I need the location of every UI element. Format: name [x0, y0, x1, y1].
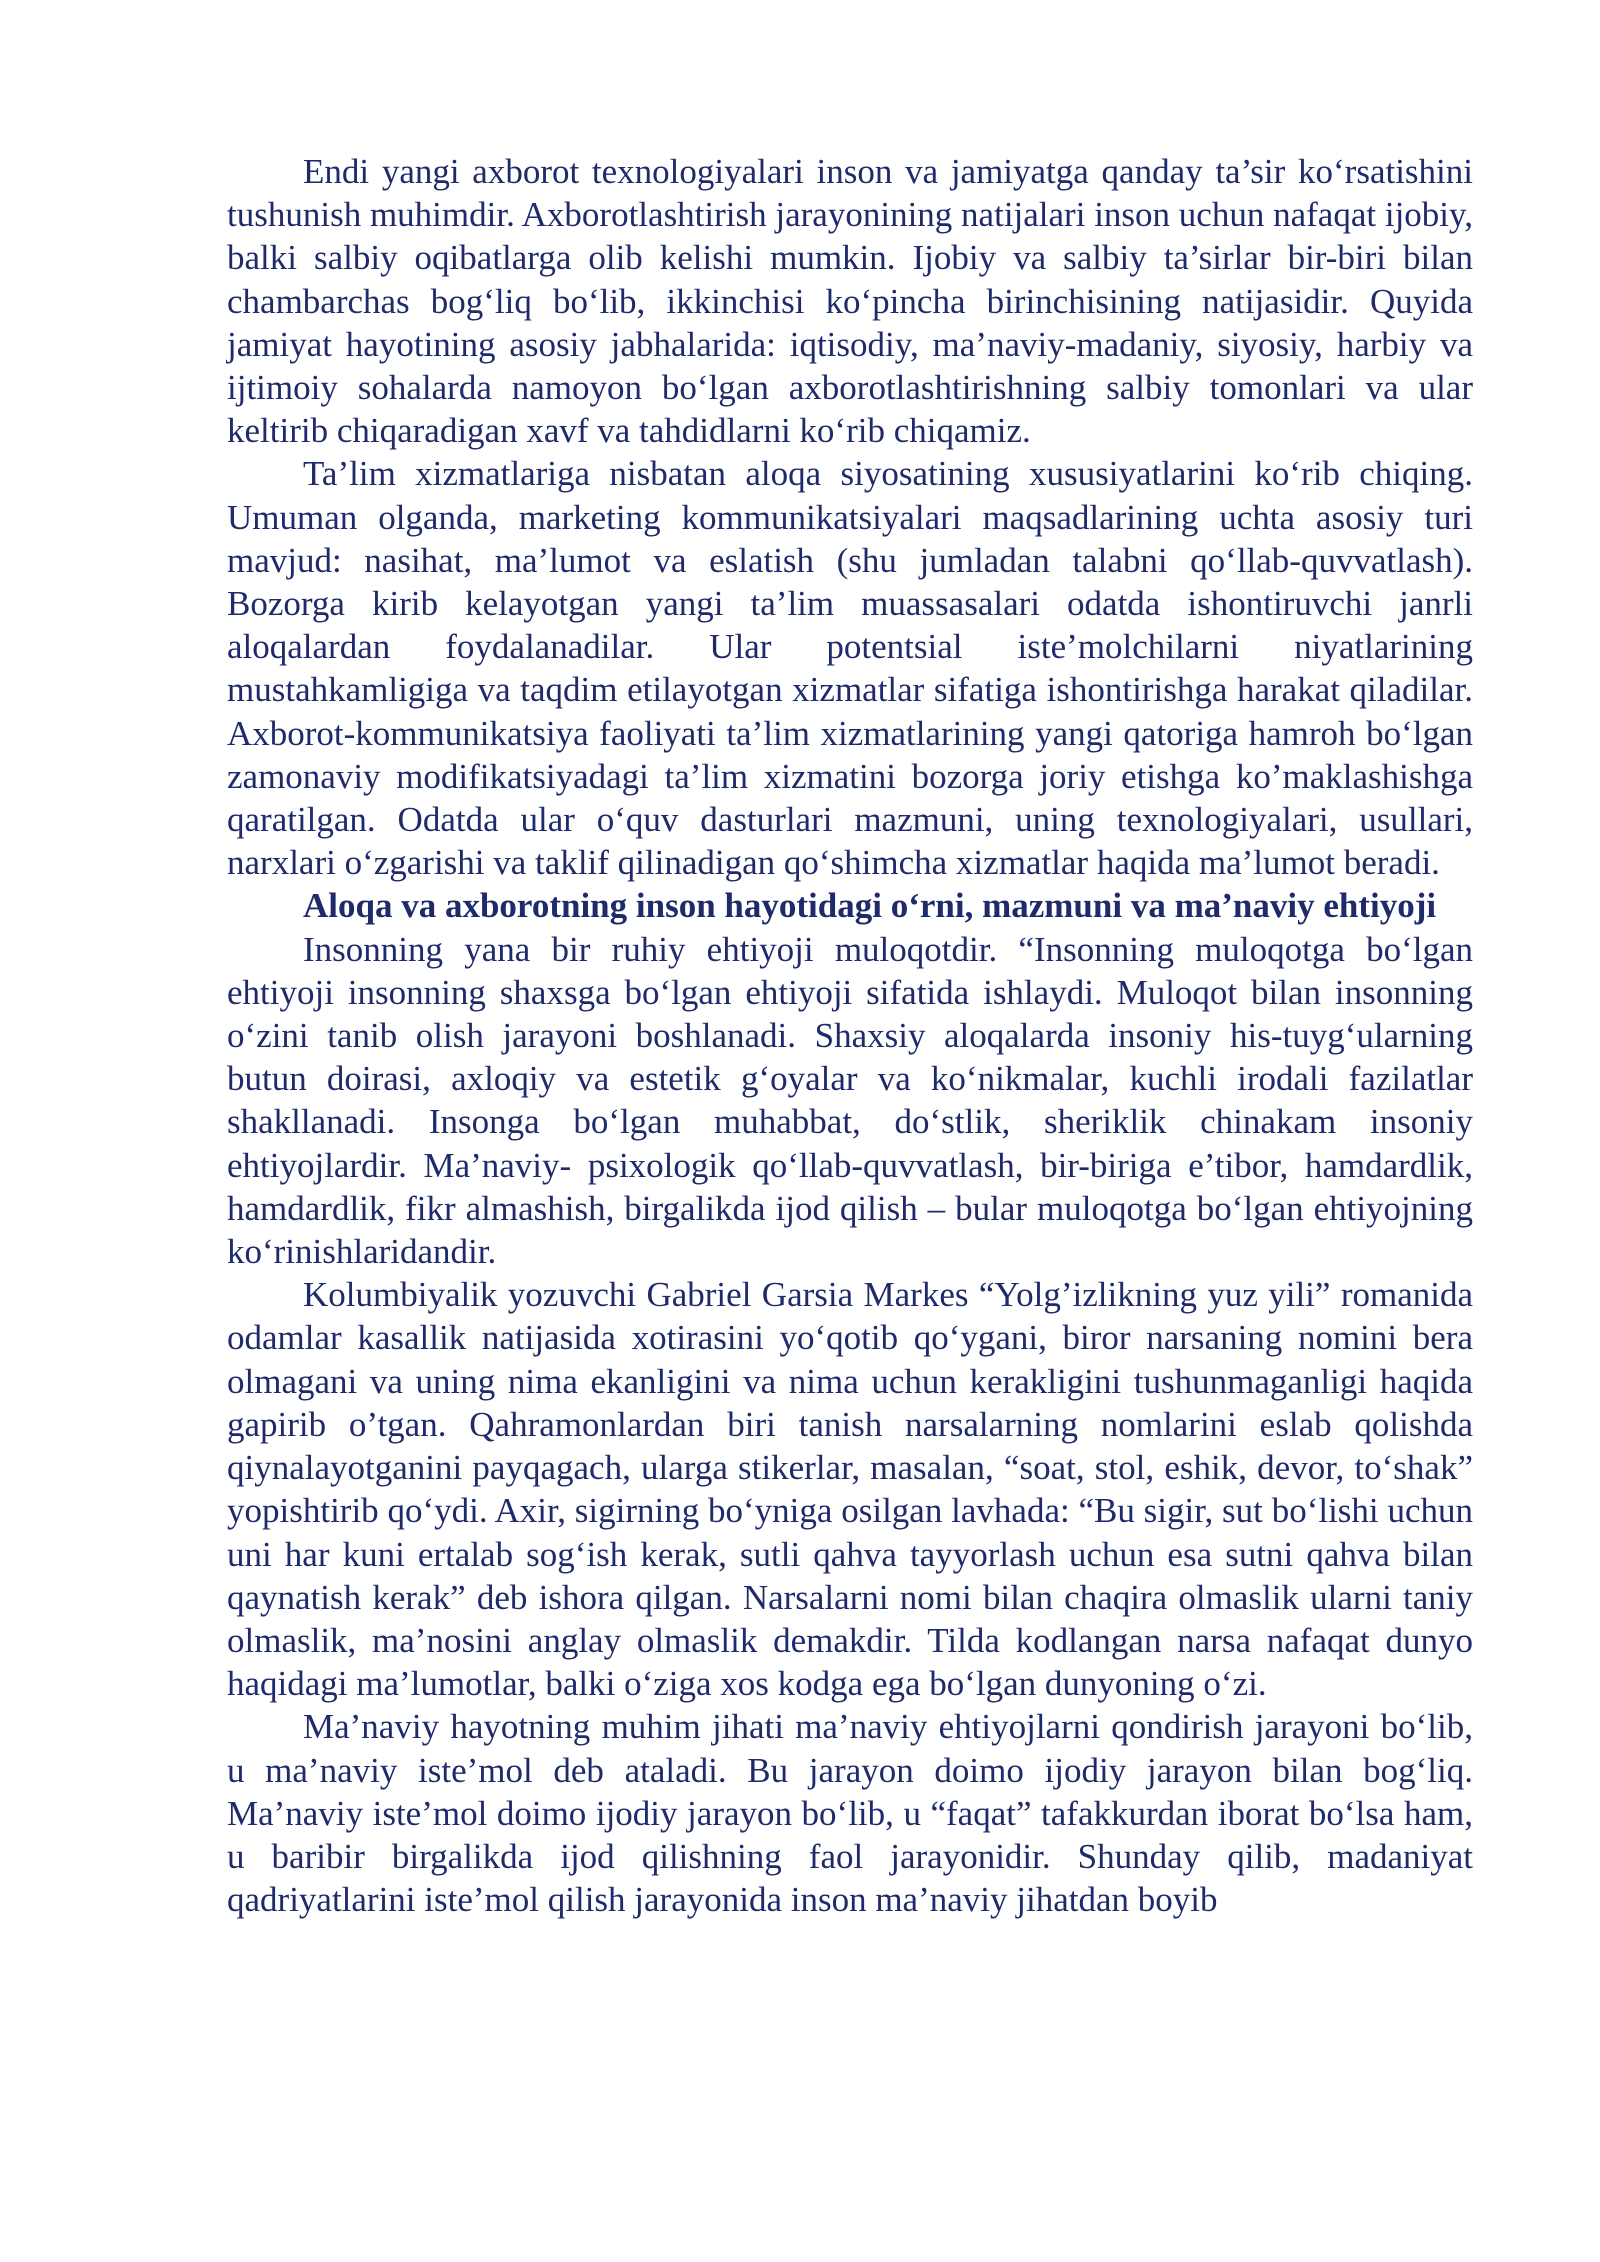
paragraph-markes-romani: Kolumbiyalik yozuvchi Gabriel Garsia Markes “Yolg’izlikning yuz yili” romanida odamlar kasallik natijasida xotirasini yo‘qotib qo‘ygani, biror narsaning nomini bera olmagani va uning nima ekanligini va nima uchun kerakligini tushunmaganligi haqida gapirib o’tgan. Qahramonlardan biri tanish narsalarning nomlarini eslab qolishda qiynalayotganini payqagach, ularga stikerlar, masalan, “soat, stol, eshik, devor, to‘shak” yopishtirib qo‘ydi. Axir, sigirning bo‘yniga osilgan lavhada: “Bu sigir, sut bo‘lishi uchun uni har kuni ertalab sog‘ish kerak, sutli qahva tayyorlash uchun esa sutni qahva bilan qaynatish kerak” deb ishora qilgan. Narsalarni nomi bilan chaqira olmaslik ularni taniy olmaslik, ma’nosini anglay olmaslik demakdir. Tilda kodlangan narsa nafaqat dunyo haqidagi ma’lumotlar, balki o‘ziga xos kodga ega bo‘lgan dunyoning o‘zi.: [227, 1275, 1473, 1704]
paragraph-talim-xizmatlari-aloqa-siyosati: Ta’lim xizmatlariga nisbatan aloqa siyosatining xususiyatlarini ko‘rib chiqing. Umuman olganda, marketing kommunikatsiyalari maqsadlarining uchta asosiy turi mavjud: nasihat, ma’lumot va eslatish (shu jumladan talabni qo‘llab-quvvatlash). Bozorga kirib kelayotgan yangi ta’lim muassasalari odatda ishontiruvchi janrli aloqalardan foydalanadilar. Ular potentsial iste’molchilarni niyatlarining mustahkamligiga va taqdim etilayotgan xizmatlar sifatiga ishontirishga harakat qiladilar. Axborot-kommunikatsiya faoliyati ta’lim xizmatlarining yangi qatoriga hamroh bo‘lgan zamonaviy modifikatsiyadagi ta’lim xizmatini bozorga joriy etishga ko’maklashishga qaratilgan. Odatda ular o‘quv dasturlari mazmuni, uning texnologiyalari, usullari, narxlari o‘zgarishi va taklif qilinadigan qo‘shimcha xizmatlar haqida ma’lumot beradi.: [227, 454, 1473, 883]
paragraph-axborot-texnologiyalari-tasiri: Endi yangi axborot texnologiyalari inson va jamiyatga qanday ta’sir ko‘rsatishini tushunish muhimdir. Axborotlashtirish jarayonining natijalari inson uchun nafaqat ijobiy, balki salbiy oqibatlarga olib kelishi mumkin. Ijobiy va salbiy ta’sirlar bir-biri bilan chambarchas bog‘liq bo‘lib, ikkinchisi ko‘pincha birinchisining natijasidir. Quyida jamiyat hayotining asosiy jabhalarida: iqtisodiy, ma’naviy-madaniy, siyosiy, harbiy va ijtimoiy sohalarda namoyon bo‘lgan axborotlashtirishning salbiy tomonlari va ular keltirib chiqaradigan xavf va tahdidlarni ko‘rib chiqamiz.: [227, 152, 1473, 451]
document-page: [227, 150, 1473, 1921]
section-heading: Aloqa va axborotning inson hayotidagi o‘rni, mazmuni va ma’naviy ehtiyoji: [303, 886, 1437, 926]
paragraph-muloqot-ehtiyoji: Insonning yana bir ruhiy ehtiyoji muloqotdir. “Insonning muloqotga bo‘lgan ehtiyoji insonning shaxsga bo‘lgan ehtiyoji sifatida ishlaydi. Muloqot bilan insonning o‘zini tanib olish jarayoni boshlanadi. Shaxsiy aloqalarda insoniy his-tuyg‘ularning butun doirasi, axloqiy va estetik g‘oyalar va ko‘nikmalar, kuchli irodali fazilatlar shakllanadi. Insonga bo‘lgan muhabbat, do‘stlik, sheriklik chinakam insoniy ehtiyojlardir. Ma’naviy- psixologik qo‘llab-quvvatlash, bir-biriga e’tibor, hamdardlik, hamdardlik, fikr almashish, birgalikda ijod qilish – bular muloqotga bo‘lgan ehtiyojning ko‘rinishlaridandir.: [227, 929, 1473, 1272]
paragraph-manaviy-istemol: Ma’naviy hayotning muhim jihati ma’naviy ehtiyojlarni qondirish jarayoni bo‘lib, u ma’naviy iste’mol deb ataladi. Bu jarayon doimo ijodiy jarayon bilan bog‘liq. Ma’naviy iste’mol doimo ijodiy jarayon bo‘lib, u “faqat” tafakkurdan iborat bo‘lsa ham, u baribir birgalikda ijod qilishning faol jarayonidir. Shunday qilib, madaniyat qadriyatlarini iste’mol qilish jarayonida inson ma’naviy jihatdan boyib: [227, 1707, 1473, 1920]
